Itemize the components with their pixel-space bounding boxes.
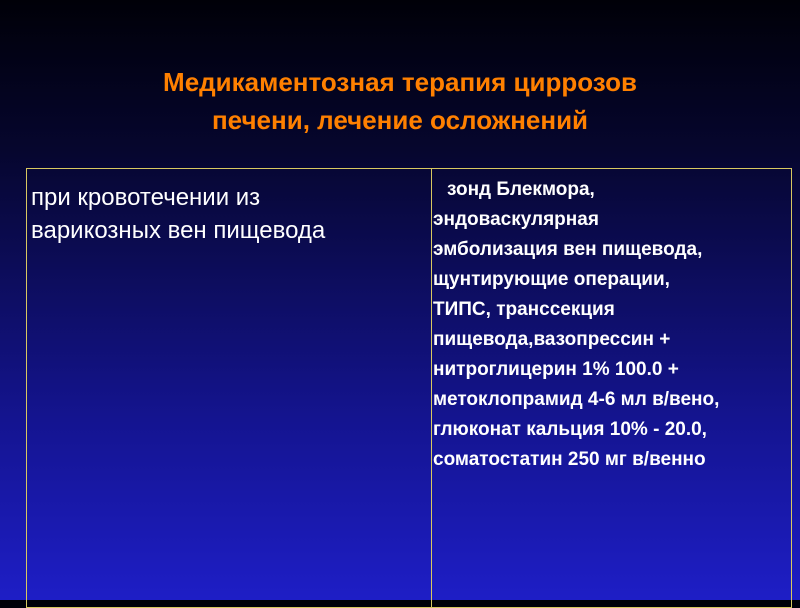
treatment-line: эндоваскулярная (433, 209, 599, 230)
condition-cell (31, 181, 421, 247)
treatment-line: пищевода,вазопрессин + (433, 329, 671, 350)
slide-title-line-1: Медикаментозная терапия циррозов (163, 67, 637, 97)
treatment-table (26, 168, 792, 608)
treatment-line: эмболизация вен пищевода, (433, 239, 703, 260)
treatment-line: нитроглицерин 1% 100.0 + (433, 359, 679, 380)
treatment-line: ТИПС, транссекция (433, 299, 615, 320)
treatment-line: соматостатин 250 мг в/венно (433, 449, 706, 470)
condition-line: при кровотечении из (31, 184, 261, 211)
slide-title (0, 63, 800, 139)
condition-line: варикозных вен пищевода (31, 217, 326, 244)
column-divider (431, 169, 432, 607)
treatment-line: зонд Блекмора, (447, 179, 595, 200)
treatment-line: щунтирующие операции, (433, 269, 670, 290)
treatment-cell (433, 175, 793, 475)
treatment-line: метоклопрамид 4-6 мл в/вено, (433, 389, 720, 410)
treatment-line: глюконат кальция 10% - 20.0, (433, 419, 707, 440)
slide-title-line-2: печени, лечение осложнений (211, 105, 589, 135)
